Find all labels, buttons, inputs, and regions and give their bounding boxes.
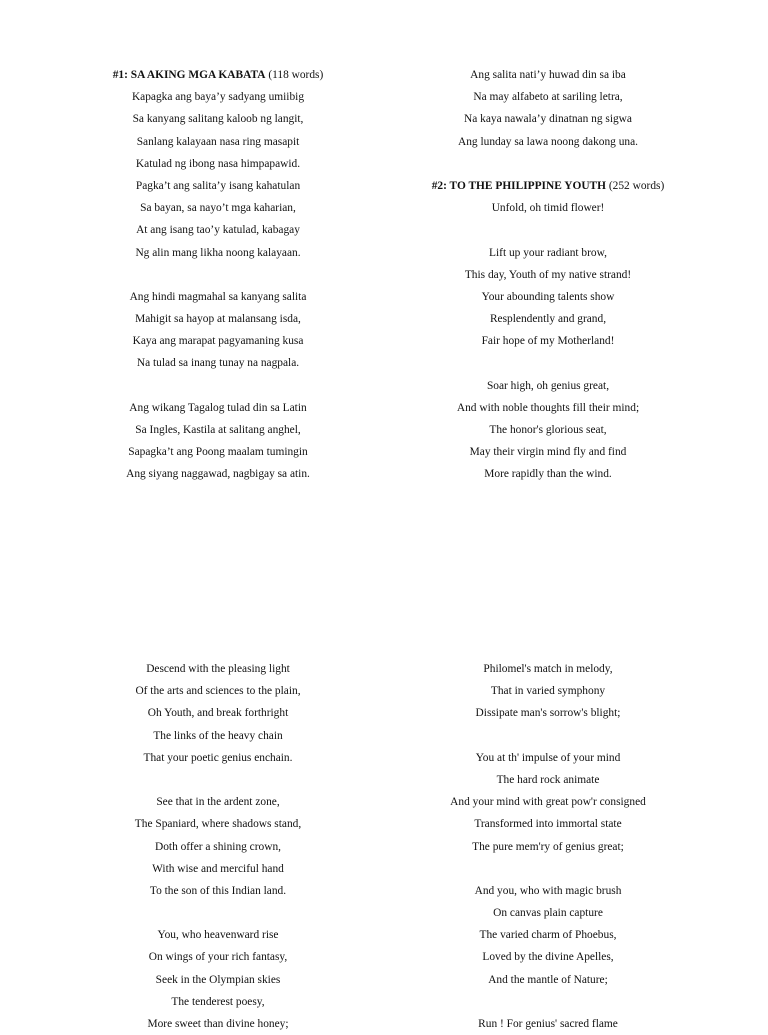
poem-line: Ng alin mang likha noong kalayaan. [135, 246, 301, 259]
poem-line: The Spaniard, where shadows stand, [134, 818, 302, 831]
poem-1-title: #1: SA AKING MGA KABATA (118 words) [112, 69, 324, 81]
poem-line: Loved by the divine Apelles, [482, 951, 614, 964]
poem-line: Ang wikang Tagalog tulad din sa Latin [129, 401, 307, 414]
poem-line: That your poetic genius enchain. [143, 751, 293, 764]
poem-line: The hard rock animate [496, 773, 600, 786]
poem-line: And you, who with magic brush [474, 884, 622, 897]
poem-line: Doth offer a shining crown, [154, 840, 281, 853]
poem-line: Soar high, oh genius great, [486, 379, 610, 392]
stanza-break [68, 375, 368, 397]
spacer [398, 153, 698, 175]
poem-line: To the son of this Indian land. [149, 884, 287, 897]
poem-line: Run ! For genius' sacred flame [478, 1018, 618, 1030]
poem-line: Na may alfabeto at sariling letra, [473, 91, 623, 104]
poem-line: Resplendently and grand, [489, 313, 607, 326]
poem-line: And with noble thoughts fill their mind; [456, 401, 640, 414]
poem-line: More sweet than divine honey; [147, 1018, 289, 1030]
poem-line: Ang lunday sa lawa noong dakong una. [458, 135, 638, 148]
poem-2-stanzas-part-2 [68, 658, 368, 1035]
poem-line: Ang siyang naggawad, nagbigay sa atin. [126, 468, 310, 481]
poem-line: Your abounding talents show [481, 290, 615, 303]
poem-line: You, who heavenward rise [157, 929, 279, 942]
poem-line: See that in the ardent zone, [156, 796, 280, 809]
poem-line: Ang hindi magmahal sa kanyang salita [129, 290, 307, 303]
poem-line: And the mantle of Nature; [488, 973, 608, 986]
poem-line: Transformed into immortal state [474, 818, 622, 831]
poem-line: Lift up your radiant brow, [489, 246, 607, 259]
poem-line: The honor's glorious seat, [489, 424, 607, 436]
stanza-break [398, 991, 698, 1013]
column-3 [68, 658, 368, 1035]
column-4 [398, 658, 698, 1035]
poem-line: Philomel's match in melody, [483, 663, 613, 675]
stanza-break [398, 858, 698, 880]
poem-line: Of the arts and sciences to the plain, [135, 685, 301, 698]
poem-line: Sapagka’t ang Poong maalam tumingin [128, 446, 308, 459]
column-2 [398, 64, 698, 486]
poem-line: Na tulad sa inang tunay na nagpala. [136, 357, 300, 370]
poem-line: The tenderest poesy, [171, 995, 265, 1008]
poem-line: Kaya ang marapat pagyamaning kusa [132, 335, 304, 348]
poem-1-stanzas [68, 86, 368, 485]
poem-line: Oh Youth, and break forthright [147, 707, 289, 720]
poem-line: Kapagka ang baya’y sadyang umiibig [131, 91, 305, 104]
poem-line: That in varied symphony [490, 685, 606, 698]
poem-line: Sa kanyang salitang kaloob ng langit, [132, 113, 304, 126]
poem-2-stanzas-part-1 [398, 197, 698, 485]
poem-line: The varied charm of Phoebus, [479, 929, 617, 942]
poem-2-title: #2: TO THE PHILIPPINE YOUTH (252 words) [431, 179, 665, 192]
poem-line: Dissipate man's sorrow's blight; [475, 707, 621, 720]
poem-line: Seek in the Olympian skies [155, 973, 281, 986]
poem-line: The links of the heavy chain [153, 729, 283, 742]
poem-line: Sa Ingles, Kastila at salitang anghel, [135, 424, 301, 436]
poem-line: The pure mem'ry of genius great; [472, 840, 624, 853]
poem-line: Na kaya nawala’y dinatnan ng sigwa [464, 113, 632, 126]
poem-line: Unfold, oh timid flower! [491, 202, 605, 215]
poem-2-stanzas-part-3 [398, 658, 698, 1035]
poem-line: Katulad ng ibong nasa himpapawid. [135, 157, 301, 170]
poem-line: At ang isang tao’y katulad, kabagay [136, 224, 300, 237]
stanza-break [68, 769, 368, 791]
stanza-break [68, 902, 368, 924]
stanza-break [398, 725, 698, 747]
poem-line: And your mind with great pow'r consigned [450, 796, 646, 809]
poem-line: On canvas plain capture [493, 907, 603, 920]
poem-line: This day, Youth of my native strand! [464, 268, 632, 281]
stanza-break [398, 219, 698, 241]
poem-line: Pagka’t ang salita’y isang kahatulan [135, 179, 301, 192]
poem-line: On wings of your rich fantasy, [148, 951, 288, 964]
poem-line: You at th' impulse of your mind [475, 751, 621, 764]
poem-line: With wise and merciful hand [152, 862, 284, 875]
stanza-break [68, 264, 368, 286]
stanza-break [398, 352, 698, 374]
poem-line: Sa bayan, sa nayo’t mga kaharian, [140, 202, 296, 215]
poem-line: Fair hope of my Motherland! [481, 335, 615, 348]
column-1 [68, 64, 368, 486]
poem-line: More rapidly than the wind. [484, 468, 612, 481]
poem-line: Mahigit sa hayop at malansang isda, [135, 313, 301, 326]
poem-line: Ang salita nati’y huwad din sa iba [470, 69, 626, 81]
poem-line: May their virgin mind fly and find [469, 446, 627, 459]
poem-line: Descend with the pleasing light [146, 663, 290, 675]
poem-line: Sanlang kalayaan nasa ring masapit [136, 135, 300, 148]
poem-1-continuation [398, 64, 698, 153]
